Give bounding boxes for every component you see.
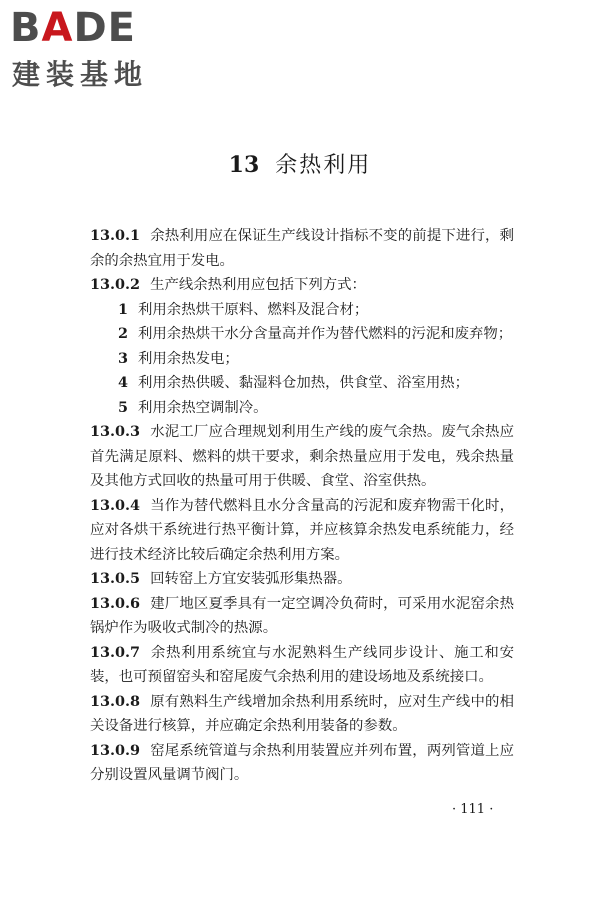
clause [90,641,514,690]
item-number: 3 [118,349,129,367]
clause-number: 13.0.4 [90,496,141,514]
list-item [90,298,514,323]
item-number: 4 [118,374,129,391]
item-number: 5 [118,398,129,416]
clause-number: 13.0.8 [90,692,141,710]
clause-number: 13.0.9 [90,741,141,759]
item-text: 利用余热发电； [138,350,239,367]
clause [90,739,514,788]
item-text: 利用余热烘干原料、燃料及混合材； [138,301,369,318]
clause [90,273,514,298]
list-item [90,396,514,421]
clause [90,592,514,641]
logo-subtitle: 建装基地 [12,58,149,91]
clause-text: 建厂地区夏季具有一定空调冷负荷时，可采用水泥窑余热锅炉作为吸收式制冷的热源。 [90,595,514,636]
clause-text: 余热利用系统宜与水泥熟料生产线同步设计、施工和安装，也可预留窑头和窑尾废气余热利用的建设场地及系统接口。 [90,644,514,685]
clause-number: 13.0.3 [90,423,141,440]
clause-text: 窑尾系统管道与余热利用装置应并列布置，两列管道上应分别设置风量调节阀门。 [90,742,514,783]
clause-number: 13.0.5 [90,570,141,587]
list-item [90,347,514,372]
document-body [90,224,514,788]
clause-number: 13.0.2 [90,276,141,293]
clause-number: 13.0.1 [90,227,141,244]
clause-text: 回转窑上方宜安装弧形集热器。 [150,571,352,587]
item-text: 利用余热空调制冷。 [138,399,268,416]
clause [90,690,514,739]
clause [90,494,514,568]
item-text: 利用余热烘干水分含量高并作为替代燃料的污泥和废弃物； [138,326,513,342]
page-number: · 111 · [452,802,494,817]
clause-text: 当作为替代燃料且水分含量高的污泥和废弃物需干化时，应对各烘干系统进行热平衡计算，并应核算余热发电系统能力，经进行技术经济比较后确定余热利用方案。 [90,497,514,563]
clause-text: 原有熟料生产线增加余热利用系统时，应对生产线中的相关设备进行核算，并应确定余热利用装备的参数。 [90,693,514,734]
list-item [90,322,514,347]
item-text: 利用余热供暖、黏湿料仓加热，供食堂、浴室用热； [138,375,470,391]
clause [90,420,514,494]
clause-number: 13.0.7 [90,643,141,661]
logo [10,6,180,96]
chapter-title-text: 余热利用 [275,153,372,178]
list-item [90,371,514,396]
clause [90,567,514,592]
clause-text: 水泥工厂应合理规划利用生产线的废气余热。废气余热应首先满足原料、燃料的烘干要求，剩余热量应用于发电，残余热量及其他方式回收的热量可用于供暖、食堂、浴室供热。 [90,424,514,489]
chapter-number: 13 [228,152,260,178]
clause-text: 余热利用应在保证生产线设计指标不变的前提下进行，剩余的余热宜用于发电。 [90,228,514,269]
clause [90,224,514,273]
logo-wordmark: BADE [10,5,136,51]
clause-text: 生产线余热利用应包括下列方式： [150,277,366,293]
item-number: 1 [118,300,129,318]
item-number: 2 [118,325,129,342]
clause-number: 13.0.6 [90,594,141,612]
chapter-title [0,150,600,181]
